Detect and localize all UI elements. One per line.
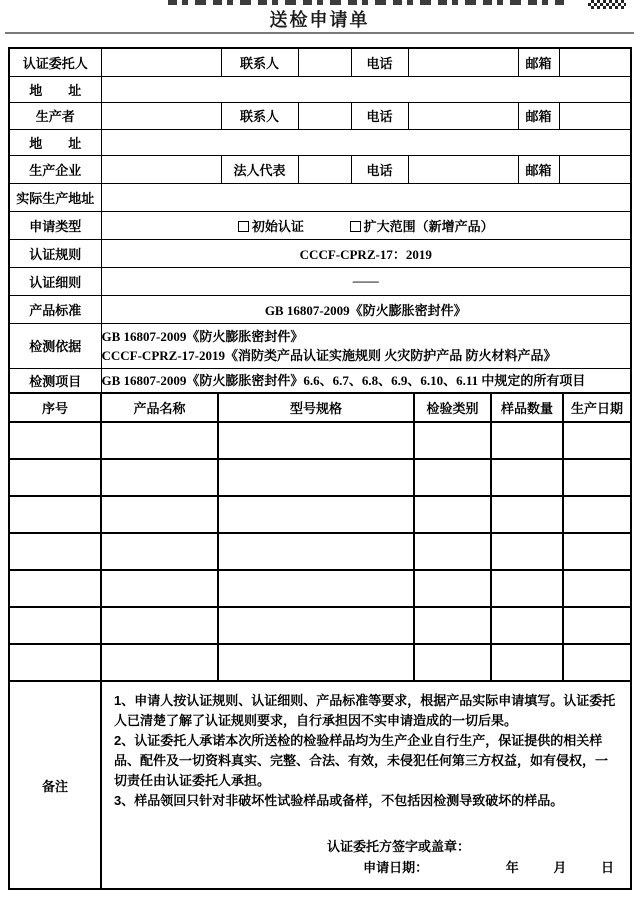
product-cell-name[interactable] [101, 570, 218, 607]
manufacturer-phone-label: 电话 [351, 155, 408, 183]
product-cell-qty[interactable] [491, 459, 563, 496]
product-row [9, 496, 631, 533]
product-row [9, 459, 631, 496]
contact-label: 联系人 [221, 48, 298, 76]
product-cell-model[interactable] [218, 533, 414, 570]
cert-rule-value: CCCF-CPRZ-17：2019 [101, 239, 631, 267]
actual-address-label: 实际生产地址 [9, 183, 101, 211]
producer-contact-value-cell[interactable] [298, 102, 351, 129]
product-row [9, 607, 631, 644]
test-items-value: GB 16807-2009《防火膨胀密封件》6.6、6.7、6.8、6.9、6.10、6.11 中规定的所有项目 [101, 368, 631, 393]
product-standard-label: 产品标准 [9, 295, 101, 323]
row-application-type [9, 211, 631, 239]
producer-value-cell[interactable] [101, 102, 221, 129]
producer-contact-label: 联系人 [221, 102, 298, 129]
date-label: 申请日期： [363, 860, 429, 875]
checkbox-icon[interactable] [238, 221, 249, 232]
cert-detail-value: —— [101, 267, 631, 295]
initial-cert-option-label: 初始认证 [251, 218, 304, 234]
product-row [9, 644, 631, 681]
product-cell-model[interactable] [218, 422, 414, 459]
email-value-cell[interactable] [559, 48, 631, 76]
product-cell-seq[interactable] [9, 644, 101, 681]
row-actual-address [9, 183, 631, 211]
product-cell-qty[interactable] [491, 570, 563, 607]
email-label: 邮箱 [518, 48, 559, 76]
remarks-line-1: 1、申请人按认证规则、认证细则、产品标准等要求，根据产品实际申请填写。认证委托人已清楚了解了认证规则要求，自行承担因不实申请造成的一切后果。 [114, 693, 616, 728]
remarks-line-3: 3、样品领回只针对非破坏性试验样品或备样，不包括因检测导致破坏的样品。 [114, 793, 564, 808]
test-basis-label: 检测依据 [9, 323, 101, 368]
phone-value-cell[interactable] [408, 48, 518, 76]
producer-address-value-cell[interactable] [101, 129, 631, 155]
product-cell-date[interactable] [563, 570, 631, 607]
product-cell-qty[interactable] [491, 533, 563, 570]
page-title: 送检申请单 [269, 10, 370, 30]
applicant-label: 认证委托人 [9, 48, 101, 76]
month-label: 月 [553, 860, 567, 875]
product-row [9, 570, 631, 607]
cert-detail-label: 认证细则 [9, 267, 101, 295]
cert-rule-label: 认证规则 [9, 239, 101, 267]
product-cell-category[interactable] [414, 422, 491, 459]
producer-email-label: 邮箱 [518, 102, 559, 129]
test-basis-line1: GB 16807-2009《防火膨胀密封件》 [101, 328, 304, 344]
remarks-text [102, 682, 630, 811]
product-cell-category[interactable] [414, 570, 491, 607]
product-standard-value: GB 16807-2009《防火膨胀密封件》 [101, 295, 631, 323]
product-cell-category[interactable] [414, 459, 491, 496]
row-producer [9, 102, 631, 129]
signature-label: 认证委托方签字或盖章： [326, 839, 470, 854]
product-cell-seq[interactable] [9, 422, 101, 459]
product-cell-name[interactable] [101, 459, 218, 496]
actual-address-value-cell[interactable] [101, 183, 631, 211]
producer-label: 生产者 [9, 102, 101, 129]
info-table [8, 47, 632, 394]
product-cell-seq[interactable] [9, 459, 101, 496]
col-header-product-name: 产品名称 [101, 393, 218, 422]
phone-label: 电话 [351, 48, 408, 76]
signature-line [102, 836, 630, 857]
checkbox-icon[interactable] [350, 221, 361, 232]
product-cell-category[interactable] [414, 533, 491, 570]
product-row [9, 533, 631, 570]
product-cell-model[interactable] [218, 570, 414, 607]
row-cert-detail [9, 267, 631, 295]
product-cell-category[interactable] [414, 644, 491, 681]
product-cell-model[interactable] [218, 607, 414, 644]
row-cert-rule [9, 239, 631, 267]
manufacturer-value-cell[interactable] [101, 155, 221, 183]
legal-rep-value-cell[interactable] [298, 155, 351, 183]
product-cell-model[interactable] [218, 496, 414, 533]
product-row [9, 422, 631, 459]
row-manufacturer [9, 155, 631, 183]
product-cell-qty[interactable] [491, 607, 563, 644]
test-basis-line2: CCCF-CPRZ-17-2019《消防类产品认证实施规则 火灾防护产品 防火材料产品》 [101, 347, 557, 363]
contact-value-cell[interactable] [298, 48, 351, 76]
clipped-header-text [168, 0, 564, 5]
test-basis-value [101, 323, 631, 368]
producer-phone-value-cell[interactable] [408, 102, 518, 129]
expand-scope-option[interactable] [350, 219, 494, 234]
test-items-label: 检测项目 [9, 368, 101, 393]
product-cell-name[interactable] [101, 644, 218, 681]
col-header-seq: 序号 [9, 393, 101, 422]
remarks-label: 备注 [9, 681, 101, 889]
application-date-line [102, 857, 630, 878]
remarks-row [9, 681, 631, 889]
row-test-items [9, 368, 631, 393]
applicant-value-cell[interactable] [101, 48, 221, 76]
application-type-label: 申请类型 [9, 211, 101, 239]
row-product-standard [9, 295, 631, 323]
title-divider [5, 32, 634, 34]
product-cell-name[interactable] [101, 533, 218, 570]
product-cell-model[interactable] [218, 459, 414, 496]
product-cell-model[interactable] [218, 644, 414, 681]
address-label: 地 址 [9, 76, 101, 102]
product-cell-qty[interactable] [491, 496, 563, 533]
col-header-model-spec: 型号规格 [218, 393, 414, 422]
product-cell-qty[interactable] [491, 644, 563, 681]
signature-block [102, 836, 630, 878]
product-cell-date[interactable] [563, 496, 631, 533]
product-cell-name[interactable] [101, 422, 218, 459]
product-cell-date[interactable] [563, 533, 631, 570]
row-applicant [9, 48, 631, 76]
manufacturer-email-value-cell[interactable] [559, 155, 631, 183]
product-header-row [9, 393, 631, 422]
producer-address-label: 地 址 [9, 129, 101, 155]
product-cell-name[interactable] [101, 607, 218, 644]
product-cell-date[interactable] [563, 607, 631, 644]
manufacturer-phone-value-cell[interactable] [408, 155, 518, 183]
applicant-address-value-cell[interactable] [101, 76, 631, 102]
initial-cert-option[interactable] [238, 219, 304, 234]
day-label: 日 [600, 860, 614, 875]
application-type-options [101, 211, 631, 239]
col-header-production-date: 生产日期 [563, 393, 631, 422]
producer-phone-label: 电话 [351, 102, 408, 129]
manufacturer-email-label: 邮箱 [518, 155, 559, 183]
col-header-test-category: 检验类别 [414, 393, 491, 422]
product-cell-qty[interactable] [491, 422, 563, 459]
year-label: 年 [505, 860, 519, 875]
manufacturer-label: 生产企业 [9, 155, 101, 183]
product-cell-date[interactable] [563, 422, 631, 459]
row-test-basis [9, 323, 631, 368]
col-header-sample-qty: 样品数量 [491, 393, 563, 422]
remarks-content [101, 681, 631, 889]
product-table [8, 392, 632, 890]
expand-scope-option-label: 扩大范围（新增产品） [363, 218, 494, 234]
product-cell-seq[interactable] [9, 607, 101, 644]
row-applicant-address [9, 76, 631, 102]
product-cell-category[interactable] [414, 607, 491, 644]
product-cell-date[interactable] [563, 459, 631, 496]
producer-email-value-cell[interactable] [559, 102, 631, 129]
remarks-line-2: 2、认证委托人承诺本次所送检的检验样品均为生产企业自行生产，保证提供的相关样品、配件及一切资料真实、完整、合法、有效，未侵犯任何第三方权益，如有侵权，一切责任由认证委托人承担。 [114, 733, 609, 788]
product-cell-seq[interactable] [9, 496, 101, 533]
product-cell-seq[interactable] [9, 570, 101, 607]
row-producer-address [9, 129, 631, 155]
product-cell-seq[interactable] [9, 533, 101, 570]
product-cell-date[interactable] [563, 644, 631, 681]
product-cell-category[interactable] [414, 496, 491, 533]
product-cell-name[interactable] [101, 496, 218, 533]
legal-rep-label: 法人代表 [221, 155, 298, 183]
